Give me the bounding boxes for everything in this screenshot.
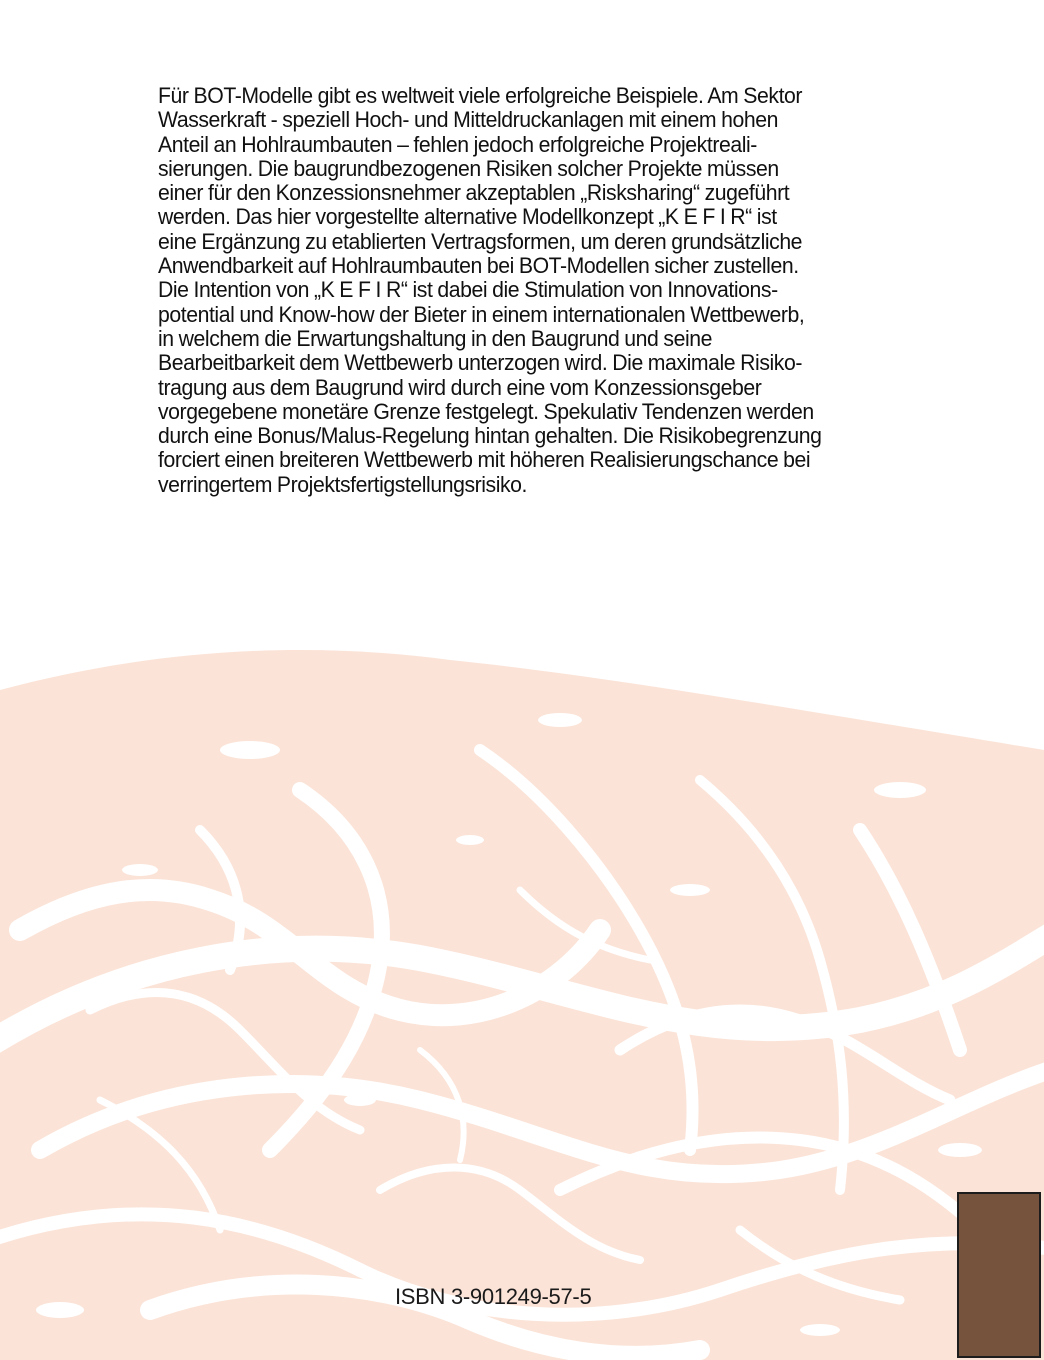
- blurb-line: Wasserkraft - speziell Hoch- und Mitteldruckanlagen mit einem hohen: [158, 107, 778, 133]
- blurb-line: forciert einen breiteren Wettbewerb mit höheren Realisierungschance bei: [158, 447, 811, 473]
- blurb-line: Anwendbarkeit auf Hohlraumbauten bei BOT-Modellen sicher zustellen.: [158, 253, 799, 279]
- blurb-line: Für BOT-Modelle gibt es weltweit viele erfolgreiche Beispiele. Am Sektor: [158, 83, 803, 108]
- blurb-line: in welchem die Erwartungshaltung in den Baugrund und seine: [158, 325, 712, 351]
- spine-color-block-icon: [957, 1192, 1041, 1358]
- blurb-line: tragung aus dem Baugrund wird durch eine vom Konzessionsgeber: [158, 374, 762, 400]
- blurb-line: Anteil an Hohlraumbauten – fehlen jedoch erfolgreiche Projektreali-: [158, 131, 757, 157]
- blurb-line: potential und Know-how der Bieter in einem internationalen Wettbewerb,: [158, 301, 805, 327]
- brush-texture-icon: [0, 630, 1044, 1360]
- blurb-line: einer für den Konzessionsnehmer akzeptablen „Risksharing“ zugeführt: [158, 180, 790, 206]
- blurb-line: verringertem Projektsfertigstellungsrisiko.: [158, 471, 528, 497]
- blurb-line: Bearbeitbarkeit dem Wettbewerb unterzogen wird. Die maximale Risiko-: [158, 350, 802, 376]
- blurb-line: Die Intention von „K E F I R“ ist dabei die Stimulation von Innovations-: [158, 277, 778, 303]
- blurb-line: vorgegebene monetäre Grenze festgelegt. Spekulativ Tendenzen werden: [158, 398, 814, 424]
- blurb-line: sierungen. Die baugrundbezogenen Risiken solcher Projekte müssen: [158, 155, 779, 181]
- blurb-line: eine Ergänzung zu etablierten Vertragsformen, um deren grundsätzliche: [158, 228, 803, 254]
- isbn-label: ISBN 3-901249-57-5: [395, 1284, 592, 1309]
- back-cover-blurb: [158, 84, 824, 497]
- blurb-line: durch eine Bonus/Malus-Regelung hintan gehalten. Die Risikobegrenzung: [158, 423, 822, 449]
- blurb-line: werden. Das hier vorgestellte alternative Modellkonzept „K E F I R“ ist: [158, 204, 777, 230]
